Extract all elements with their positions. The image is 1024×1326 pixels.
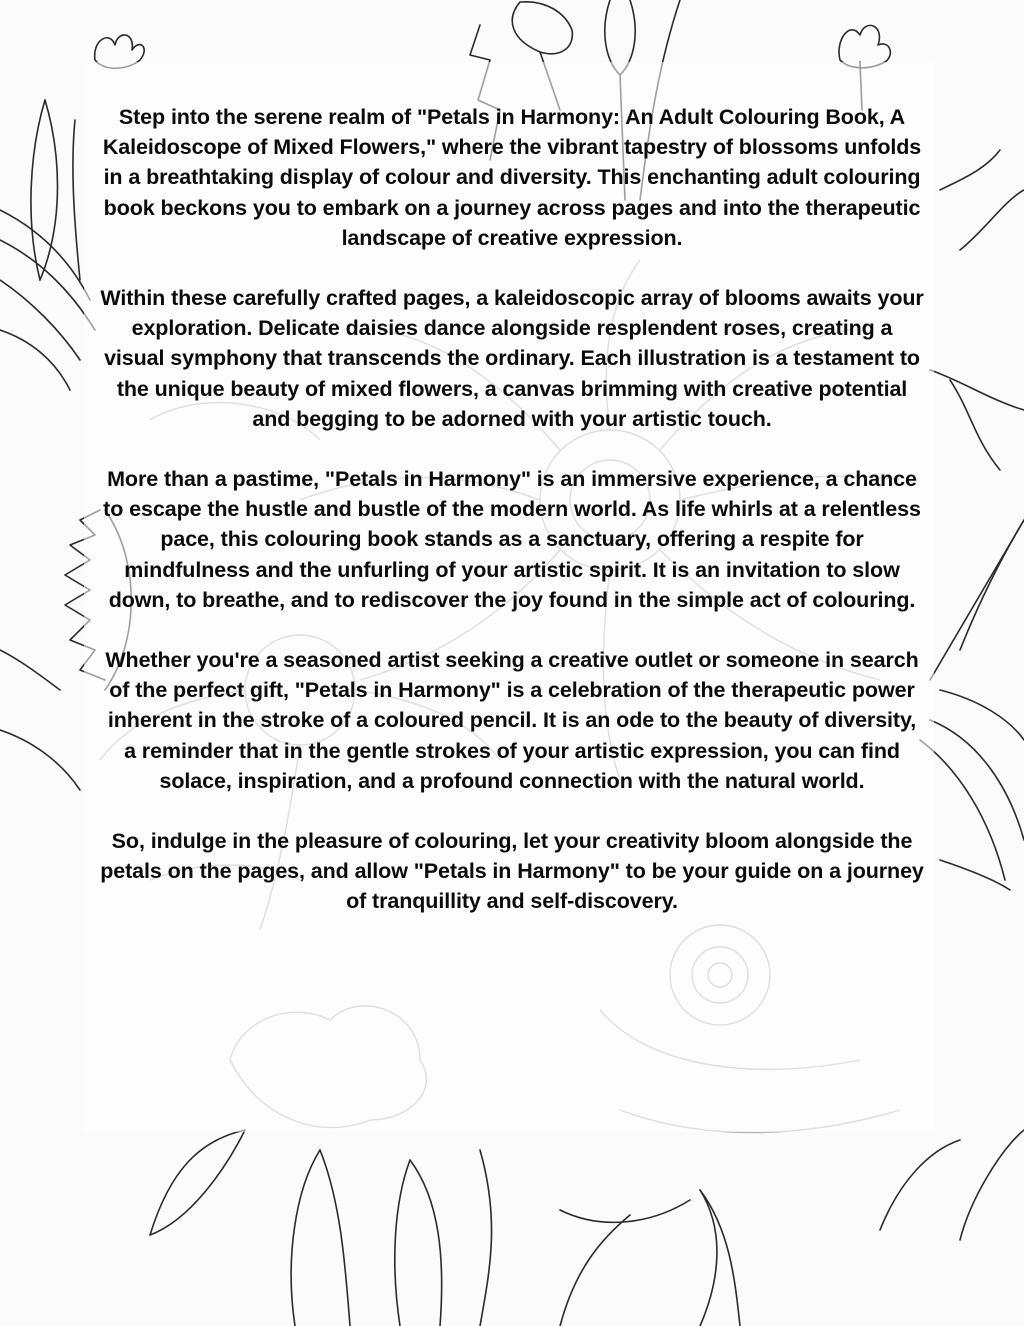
paragraph-pages: Within these carefully crafted pages, a kaleidoscopic array of blooms awaits your exploration. Delicate daisies dance alongside resplendent roses, creating a visual symphony that transcends the ordinary. Each illustration is a testament to the unique beauty of mixed flowers, a canvas brimming with creative potential and begging to be adorned with your artistic touch. (100, 286, 924, 431)
paragraph-audience: Whether you're a seasoned artist seeking a creative outlet or someone in search of the perfect gift, "Petals in Harmony" is a celebration of the therapeutic power inherent in the stroke of a coloured pencil. It is an ode to the beauty of diversity, a reminder that in the gentle strokes of your artistic expression, you can find solace, inspiration, and a profound connection with the natural world. (105, 648, 919, 793)
description-text-block (100, 102, 924, 947)
paragraph-closing: So, indulge in the pleasure of colouring, let your creativity bloom alongside the petals on the pages, and allow "Petals in Harmony" to be your guide on a journey of tranquillity and self-discovery. (100, 829, 924, 914)
fern-leaf-left-icon (0, 100, 95, 390)
right-foliage-icon (920, 150, 1024, 890)
paragraph-intro: Step into the serene realm of "Petals in Harmony: An Adult Colouring Book, A Kaleidoscope of Mixed Flowers," where the vibrant tapestry of blossoms unfolds in a breathtaking display of colour and diversity. This enchanting adult colouring book beckons you to embark on a journey across pages and into the therapeutic landscape of creative expression. (102, 105, 922, 250)
bottom-leaves-icon (150, 1130, 1024, 1326)
paragraph-experience: More than a pastime, "Petals in Harmony" is an immersive experience, a chance to escape the hustle and bustle of the modern world. As life whirls at a relentless pace, this colouring book stands as a sanctuary, offering a respite for mindfulness and the unfurling of your artistic spirit. It is an invitation to slow down, to breathe, and to rediscover the joy found in the simple act of colouring. (103, 467, 921, 612)
